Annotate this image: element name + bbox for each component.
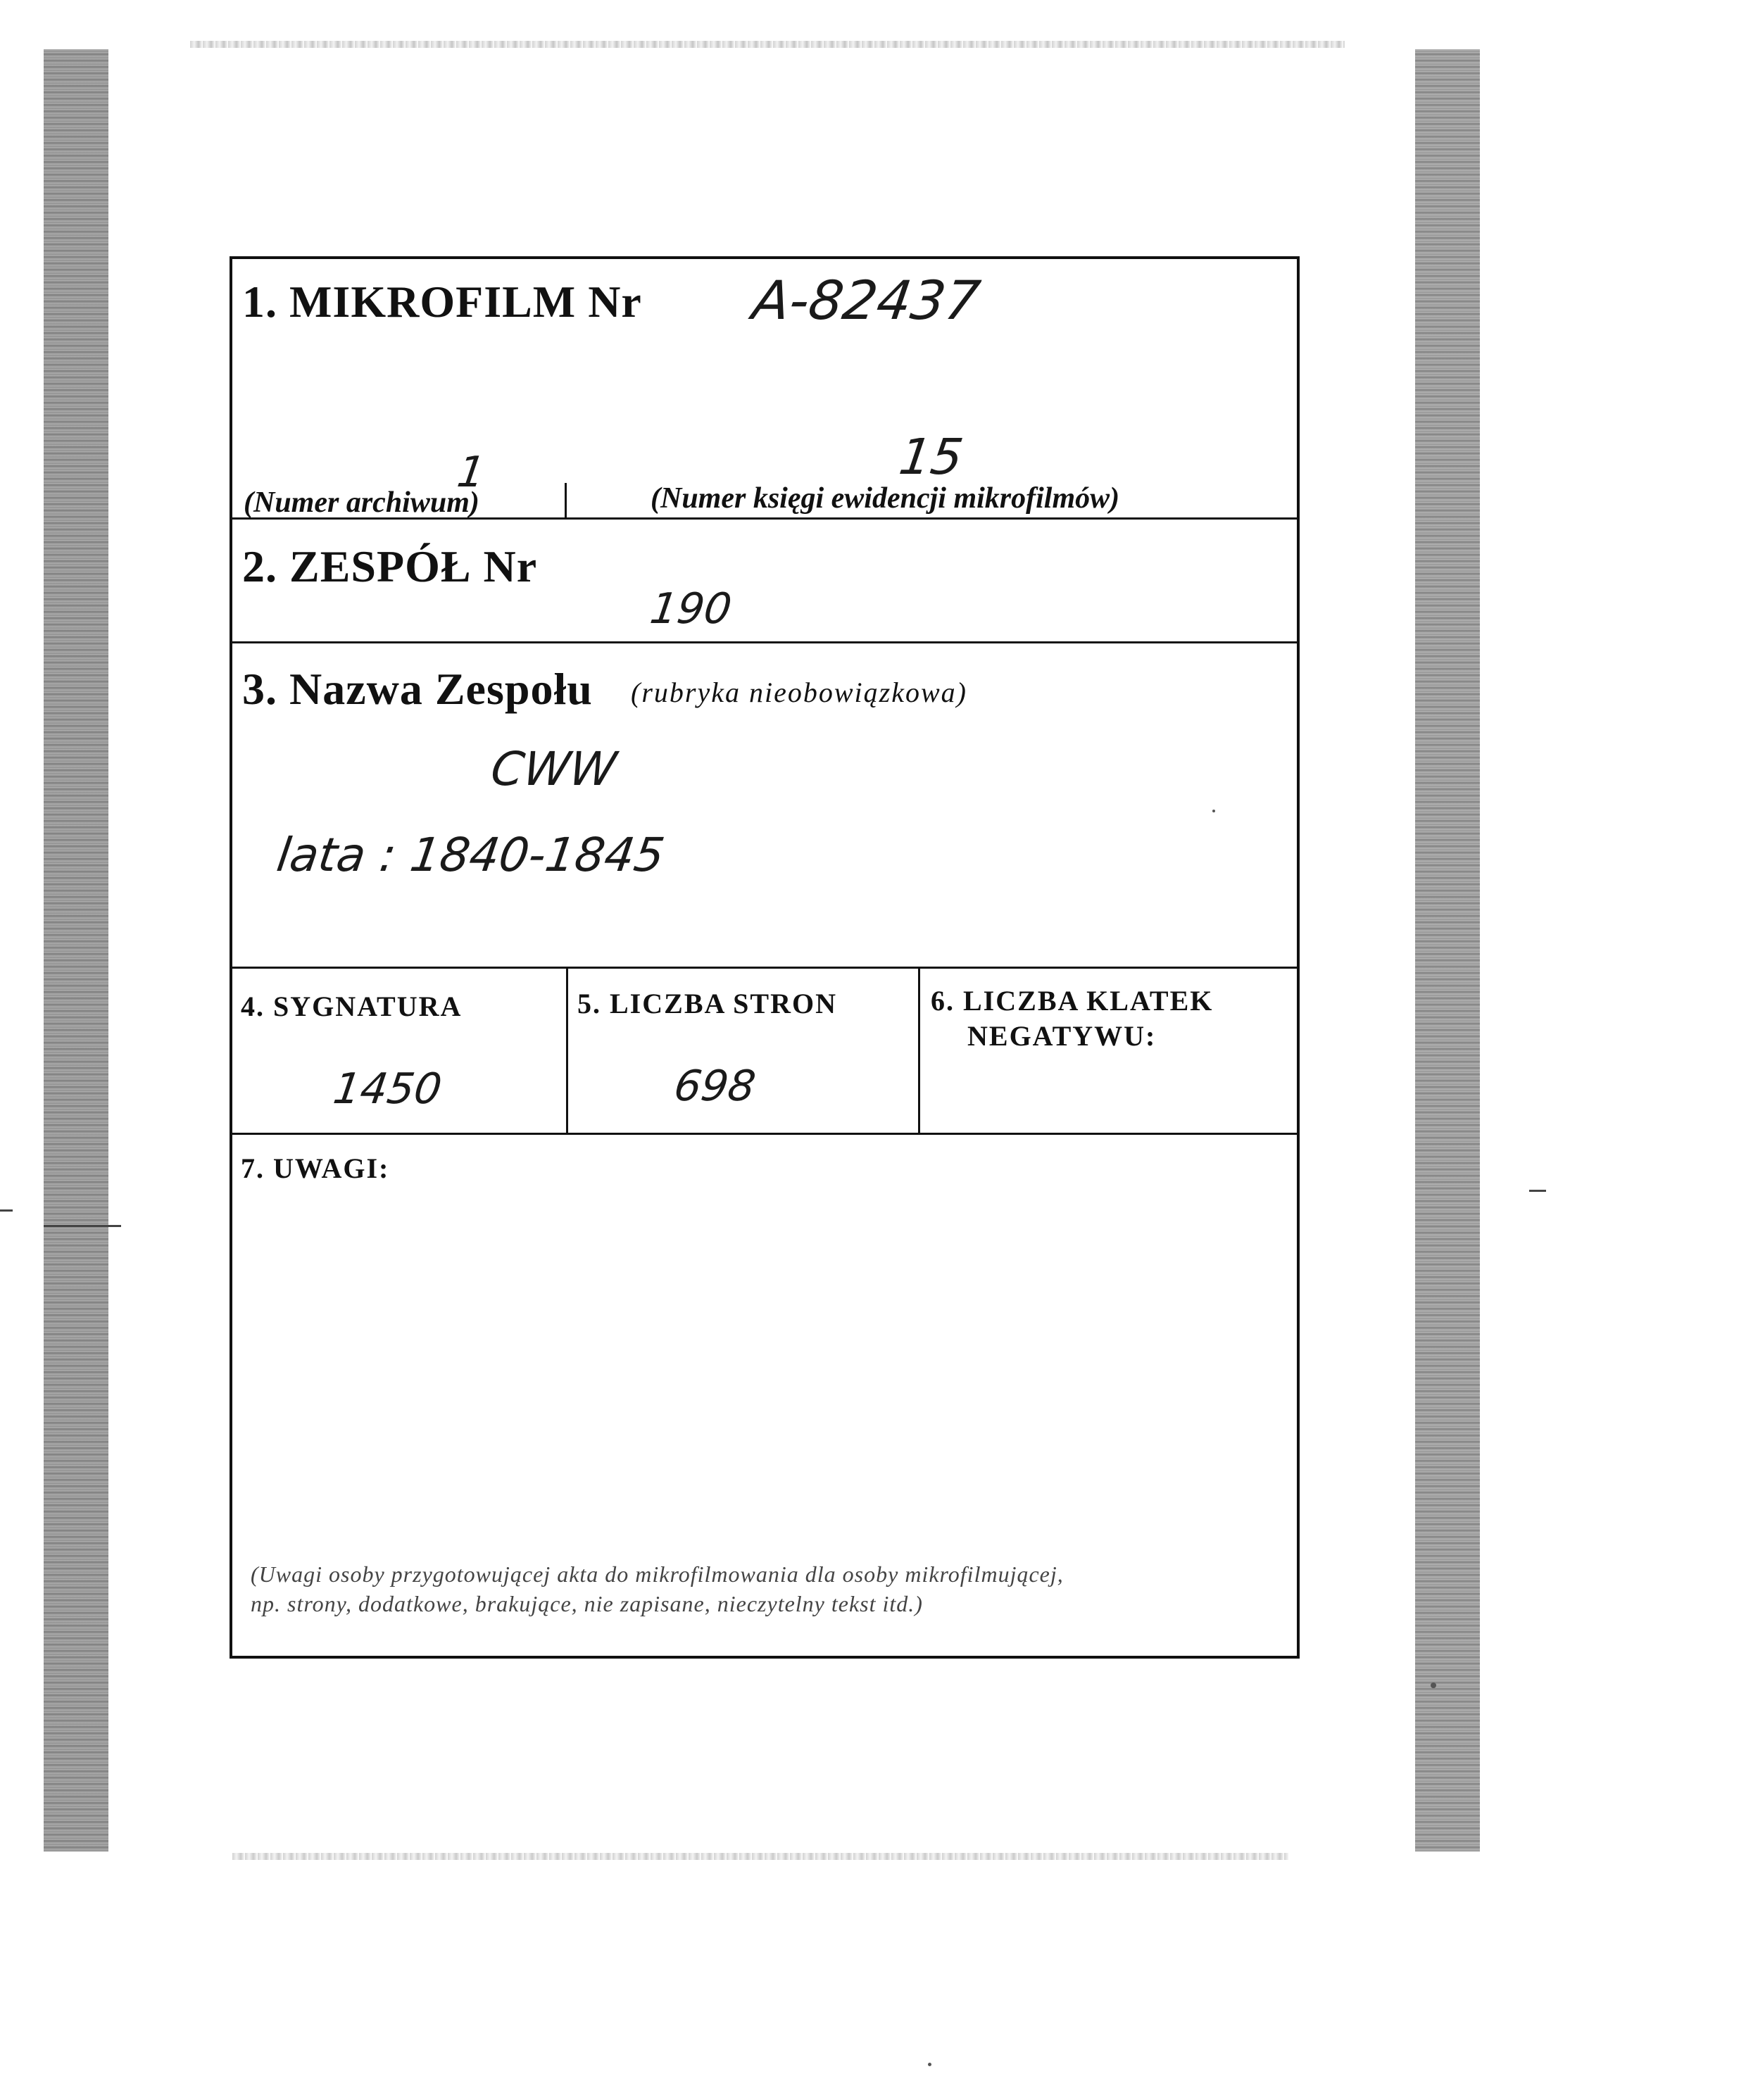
register-number-value: 15 bbox=[896, 428, 967, 486]
section-collection-name bbox=[232, 643, 1297, 969]
section-microfilm-number bbox=[232, 259, 1297, 520]
collection-number-value: 190 bbox=[647, 584, 735, 634]
scan-border-top bbox=[190, 41, 1345, 48]
caption-divider bbox=[565, 483, 567, 518]
collection-name-optional-note: (rubryka nieobowiązkowa) bbox=[631, 677, 967, 708]
scan-speck bbox=[1431, 1683, 1436, 1688]
page-count-value: 698 bbox=[671, 1062, 759, 1111]
collection-name-value: CWW bbox=[487, 742, 620, 796]
register-number-caption: (Numer księgi ewidencji mikrofilmów) bbox=[651, 482, 1120, 515]
collection-name-label: 3. Nazwa Zespołu bbox=[242, 664, 593, 714]
section-remarks bbox=[232, 1135, 1297, 1659]
signature-value: 1450 bbox=[330, 1064, 445, 1114]
remarks-footnote-line2: np. strony, dodatkowe, brakujące, nie zapisane, nieczytelny tekst itd.) bbox=[251, 1591, 923, 1616]
archive-number-value: 1 bbox=[454, 448, 489, 497]
scan-speck bbox=[928, 2063, 931, 2066]
remarks-label: 7. UWAGI: bbox=[241, 1152, 390, 1184]
column-divider bbox=[918, 969, 920, 1133]
frame-count-label-line1: 6. LICZBA KLATEK bbox=[931, 985, 1214, 1017]
remarks-footnote-line1: (Uwagi osoby przygotowującej akta do mikrofilmowania dla osoby mikrofilmującej, bbox=[251, 1561, 1064, 1587]
scan-border-left bbox=[44, 49, 108, 1851]
section-collection-number bbox=[232, 520, 1297, 643]
collection-number-label: 2. ZESPÓŁ Nr bbox=[242, 541, 538, 591]
scan-mark bbox=[44, 1225, 121, 1227]
microfilm-number-value: A-82437 bbox=[748, 269, 984, 332]
page-count-label: 5. LICZBA STRON bbox=[577, 988, 837, 1019]
section-signature-pages-frames bbox=[232, 969, 1297, 1135]
microfilm-number-label: 1. MIKROFILM Nr bbox=[242, 277, 642, 327]
frame-count-label-line2: NEGATYWU: bbox=[967, 1020, 1157, 1052]
archive-number-caption: (Numer archiwum) bbox=[244, 486, 479, 519]
column-divider bbox=[566, 969, 568, 1133]
microfilm-form bbox=[230, 256, 1300, 1659]
scan-mark bbox=[1529, 1190, 1546, 1192]
scan-mark bbox=[0, 1209, 13, 1212]
scan-border-bottom bbox=[232, 1853, 1288, 1860]
signature-label: 4. SYGNATURA bbox=[241, 991, 463, 1022]
scan-border-right bbox=[1415, 49, 1480, 1851]
collection-years-value: lata : 1840-1845 bbox=[273, 828, 668, 882]
